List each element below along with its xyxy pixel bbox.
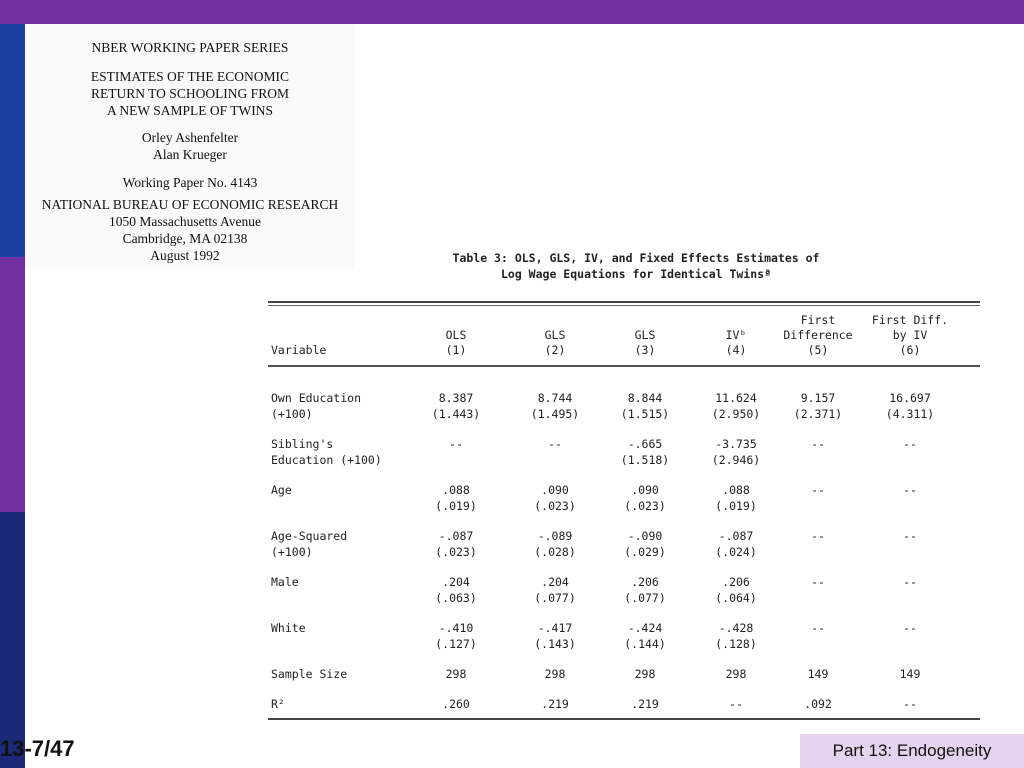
coefficient-cell: -- bbox=[903, 483, 917, 497]
coefficient-cell: -.410 bbox=[438, 621, 474, 635]
std-error-cell: (.024) bbox=[715, 545, 757, 559]
coefficient-cell: -- bbox=[903, 437, 917, 451]
coefficient-cell: -- bbox=[729, 697, 743, 711]
paper-author-2: Alan Krueger bbox=[153, 147, 227, 162]
paper-address-2: Cambridge, MA 02138 bbox=[122, 231, 248, 246]
coefficient-cell: -3.735 bbox=[715, 437, 757, 451]
coefficient-cell: .206 bbox=[722, 575, 750, 589]
coefficient-cell: 298 bbox=[544, 667, 566, 681]
coefficient-cell: 298 bbox=[445, 667, 467, 681]
row-label: Sibling's bbox=[271, 437, 334, 451]
column-header-line-2: Difference bbox=[783, 328, 853, 342]
row-label: Own Education bbox=[271, 391, 362, 405]
table-caption bbox=[426, 250, 846, 282]
std-error-cell: (.023) bbox=[534, 499, 576, 513]
paper-address-1: 1050 Massachusetts Avenue bbox=[109, 214, 261, 229]
coefficient-cell: -- bbox=[811, 621, 825, 635]
coefficient-cell: -- bbox=[811, 483, 825, 497]
coefficient-cell: -- bbox=[903, 529, 917, 543]
coefficient-cell: -- bbox=[449, 437, 463, 451]
coefficient-cell: .204 bbox=[442, 575, 470, 589]
std-error-cell: (2.371) bbox=[793, 407, 843, 421]
coefficient-cell: -- bbox=[811, 575, 825, 589]
row-label: Age-Squared bbox=[271, 529, 348, 543]
coefficient-cell: -.424 bbox=[627, 621, 663, 635]
std-error-cell: (.077) bbox=[624, 591, 666, 605]
column-header-line-3: (5) bbox=[807, 343, 829, 357]
row-label: Sample Size bbox=[271, 667, 348, 681]
std-error-cell: (.023) bbox=[435, 545, 477, 559]
std-error-cell: (2.950) bbox=[711, 407, 761, 421]
coefficient-cell: 16.697 bbox=[889, 391, 931, 405]
coefficient-cell: .090 bbox=[541, 483, 569, 497]
coefficient-cell: 8.387 bbox=[438, 391, 474, 405]
table-bottom-rule bbox=[268, 718, 980, 720]
coefficient-cell: .204 bbox=[541, 575, 569, 589]
std-error-cell: (1.495) bbox=[530, 407, 580, 421]
coefficient-cell: 149 bbox=[807, 667, 829, 681]
row-label: R² bbox=[271, 697, 285, 711]
coefficient-cell: 8.844 bbox=[627, 391, 663, 405]
paper-title-line-3: A NEW SAMPLE OF TWINS bbox=[106, 103, 273, 118]
column-header-line-3: (6) bbox=[899, 343, 921, 357]
std-error-cell: (1.518) bbox=[620, 453, 670, 467]
variable-column-header: Variable bbox=[271, 343, 327, 357]
std-error-cell: (.064) bbox=[715, 591, 757, 605]
paper-author-1: Orley Ashenfelter bbox=[141, 130, 239, 145]
row-label-sub: (+100) bbox=[271, 545, 313, 559]
column-header-line-3: (2) bbox=[544, 343, 566, 357]
coefficient-cell: .088 bbox=[722, 483, 750, 497]
column-header-line-2: IVᵇ bbox=[725, 328, 747, 342]
coefficient-cell: 298 bbox=[634, 667, 656, 681]
table-caption-line-1: Table 3: OLS, GLS, IV, and Fixed Effects Estimates of bbox=[452, 251, 820, 265]
row-label: Male bbox=[271, 575, 299, 589]
coefficient-cell: .090 bbox=[631, 483, 659, 497]
coefficient-cell: .092 bbox=[804, 697, 832, 711]
regression-table bbox=[268, 298, 980, 723]
paper-title-line-2: RETURN TO SCHOOLING FROM bbox=[91, 86, 289, 101]
std-error-cell: (1.515) bbox=[620, 407, 670, 421]
table-caption-line-2: Log Wage Equations for Identical Twinsª bbox=[500, 267, 772, 281]
std-error-cell: (.023) bbox=[624, 499, 666, 513]
paper-title-line-1: ESTIMATES OF THE ECONOMIC bbox=[90, 69, 290, 84]
coefficient-cell: -- bbox=[903, 575, 917, 589]
std-error-cell: (2.946) bbox=[711, 453, 761, 467]
column-header-line-1: First bbox=[800, 313, 836, 327]
left-accent-bar-bottom bbox=[0, 512, 25, 768]
paper-series: NBER WORKING PAPER SERIES bbox=[91, 40, 289, 55]
paper-title-page bbox=[25, 24, 355, 269]
coefficient-cell: .219 bbox=[541, 697, 569, 711]
column-header-line-1: First Diff. bbox=[871, 313, 949, 327]
std-error-cell: (.063) bbox=[435, 591, 477, 605]
paper-date: August 1992 bbox=[150, 248, 220, 263]
table-top-rule bbox=[268, 301, 980, 303]
coefficient-cell: -.087 bbox=[438, 529, 474, 543]
paper-institution: NATIONAL BUREAU OF ECONOMIC RESEARCH bbox=[41, 197, 339, 212]
column-header-line-3: (3) bbox=[634, 343, 656, 357]
row-label: White bbox=[271, 621, 306, 635]
row-label: Age bbox=[271, 483, 292, 497]
column-header-line-2: GLS bbox=[544, 328, 566, 342]
coefficient-cell: .088 bbox=[442, 483, 470, 497]
slide-number: 13-7/47 bbox=[0, 736, 75, 761]
table-header-rule bbox=[268, 365, 980, 367]
top-accent-bar bbox=[0, 0, 1024, 24]
coefficient-cell: 9.157 bbox=[800, 391, 836, 405]
coefficient-cell: -- bbox=[903, 697, 917, 711]
coefficient-cell: 149 bbox=[899, 667, 921, 681]
table-top-rule-thin bbox=[268, 305, 980, 306]
paper-working-paper: Working Paper No. 4143 bbox=[122, 175, 258, 190]
std-error-cell: (.029) bbox=[624, 545, 666, 559]
coefficient-cell: 8.744 bbox=[537, 391, 573, 405]
coefficient-cell: -.665 bbox=[627, 437, 663, 451]
std-error-cell: (.019) bbox=[435, 499, 477, 513]
coefficient-cell: 11.624 bbox=[715, 391, 757, 405]
coefficient-cell: -- bbox=[903, 621, 917, 635]
std-error-cell: (.144) bbox=[624, 637, 666, 651]
std-error-cell: (.127) bbox=[435, 637, 477, 651]
std-error-cell: (1.443) bbox=[431, 407, 481, 421]
part-label: Part 13: Endogeneity bbox=[800, 734, 1024, 768]
left-accent-bar-middle bbox=[0, 257, 25, 512]
coefficient-cell: 298 bbox=[725, 667, 747, 681]
coefficient-cell: -.090 bbox=[627, 529, 663, 543]
std-error-cell: (4.311) bbox=[885, 407, 935, 421]
column-header-line-3: (4) bbox=[725, 343, 747, 357]
coefficient-cell: -.428 bbox=[718, 621, 754, 635]
std-error-cell: (.028) bbox=[534, 545, 576, 559]
coefficient-cell: .219 bbox=[631, 697, 659, 711]
coefficient-cell: -- bbox=[811, 529, 825, 543]
coefficient-cell: -- bbox=[811, 437, 825, 451]
coefficient-cell: -.417 bbox=[537, 621, 573, 635]
coefficient-cell: -- bbox=[548, 437, 562, 451]
column-header-line-2: by IV bbox=[892, 328, 928, 342]
std-error-cell: (.143) bbox=[534, 637, 576, 651]
std-error-cell: (.019) bbox=[715, 499, 757, 513]
coefficient-cell: .206 bbox=[631, 575, 659, 589]
column-header-line-3: (1) bbox=[445, 343, 467, 357]
row-label-sub: Education (+100) bbox=[271, 453, 382, 467]
coefficient-cell: -.087 bbox=[718, 529, 754, 543]
std-error-cell: (.128) bbox=[715, 637, 757, 651]
column-header-line-2: OLS bbox=[445, 328, 467, 342]
coefficient-cell: .260 bbox=[442, 697, 470, 711]
std-error-cell: (.077) bbox=[534, 591, 576, 605]
column-header-line-2: GLS bbox=[634, 328, 656, 342]
row-label-sub: (+100) bbox=[271, 407, 313, 421]
coefficient-cell: -.089 bbox=[537, 529, 573, 543]
